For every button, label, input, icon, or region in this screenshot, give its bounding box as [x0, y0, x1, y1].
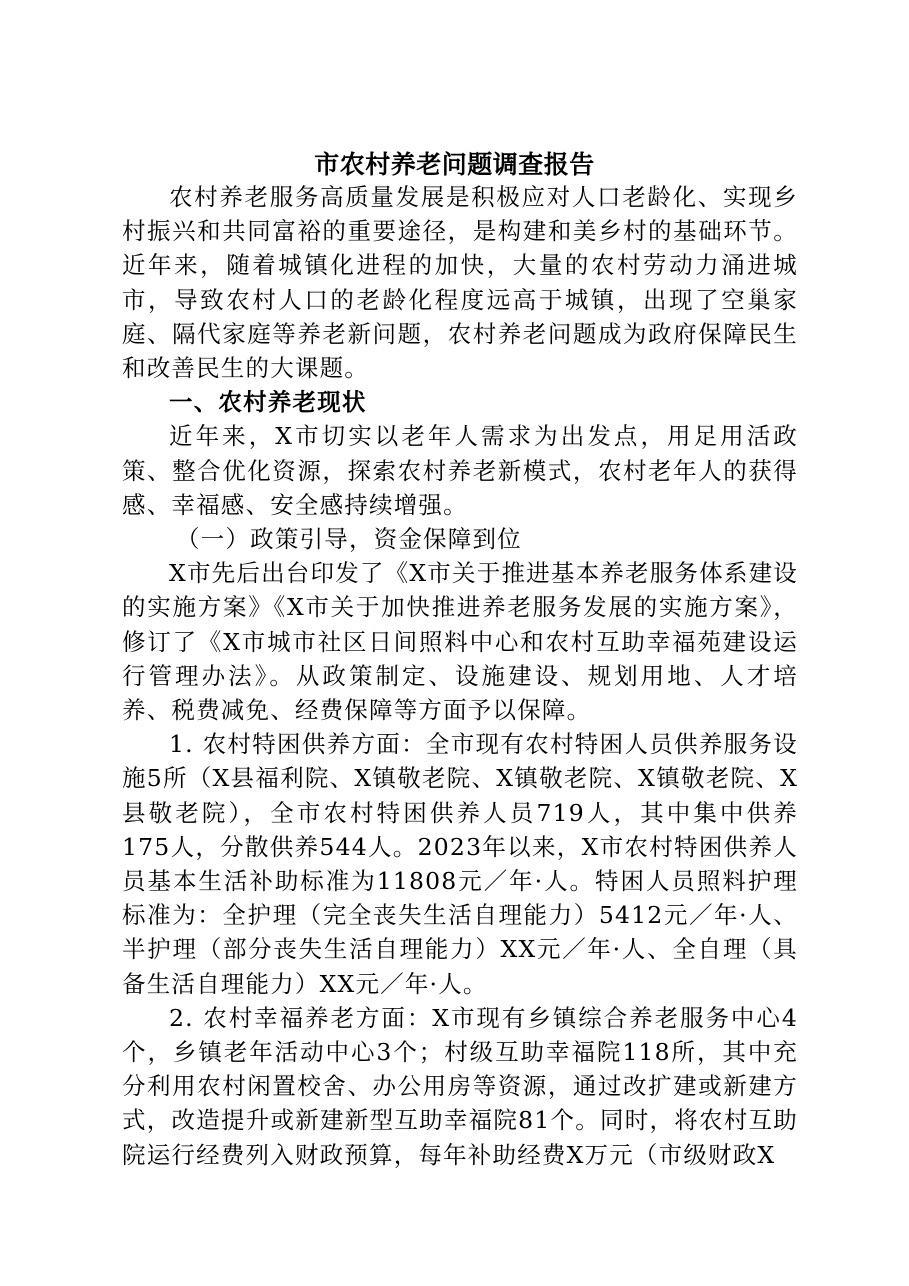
section-heading: 一、农村养老现状 — [169, 388, 367, 417]
subsection-heading: （一）政策引导，资金保障到位 — [176, 525, 522, 554]
intro-paragraph: 农村养老服务高质量发展是积极应对人口老龄化、实现乡村振兴和共同富裕的重要途径，是构建和美乡村的基础环节。近年来，随着城镇化进程的加快，大量的农村劳动力涌进城市，导致农村人口的老龄化程度远高于城镇，出现了空巢家庭、隔代家庭等养老新问题，农村养老问题成为政府保障民生和改善民生的大课题。 — [122, 183, 798, 383]
list-item-2: 2. 农村幸福养老方面：X市现有乡镇综合养老服务中心4个，乡镇老年活动中心3个；村级互助幸福院118所，其中充分利用农村闲置校舍、办公用房等资源，通过改扩建或新建方式，改造提升或新建新型互助幸福院81个。同时，将农村互助院运行经费列入财政预算，每年补助经费X万元（市级财政X — [122, 1003, 798, 1169]
document-title: 市农村养老问题调查报告 — [314, 150, 595, 179]
list-item-1: 1. 农村特困供养方面：全市现有农村特困人员供养服务设施5所（X县福利院、X镇敬老院、X镇敬老院、X镇敬老院、X县敬老院），全市农村特困供养人员719人，其中集中供养175人，分散供养544人。2023年以来，X市农村特困供养人员基本生活补助标准为11808元／年·人。特困人员照料护理标准为：全护理（完全丧失生活自理能力）5412元／年·人、半护理（部分丧失生活自理能力）XX元／年·人、全自理（具备生活自理能力）XX元／年·人。 — [122, 730, 798, 998]
document-body — [122, 180, 798, 1172]
subsection-paragraph: X市先后出台印发了《X市关于推进基本养老服务体系建设的实施方案》《X市关于加快推进养老服务发展的实施方案》，修订了《X市城市社区日间照料中心和农村互助幸福苑建设运行管理办法》。从政策制定、设施建设、规划用地、人才培养、税费减免、经费保障等方面予以保障。 — [122, 559, 798, 725]
section-paragraph: 近年来，X市切实以老年人需求为出发点，用足用活政策、整合优化资源，探索农村养老新模式，农村老年人的获得感、幸福感、安全感持续增强。 — [122, 422, 798, 519]
